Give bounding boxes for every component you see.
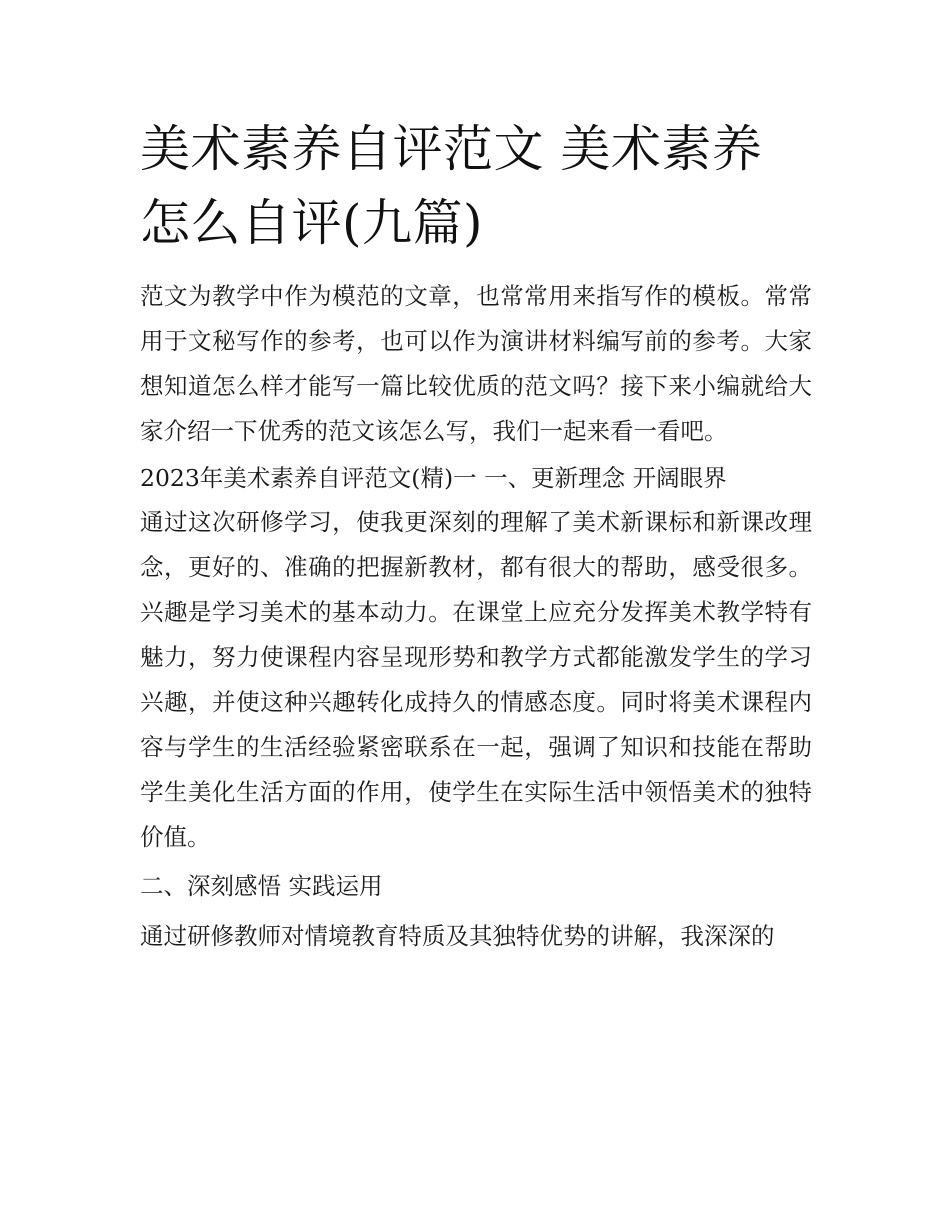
document-title: 美术素养自评范文 美术素养怎么自评(九篇) — [140, 120, 763, 252]
intro-paragraph: 范文为教学中作为模范的文章，也常常用来指写作的模板。常常用于文秘写作的参考，也可以作为演讲材料编写前的参考。大家想知道怎么样才能写一篇比较优质的范文吗？接下来小编就给大家介绍一下优秀的范文该怎么写，我们一起来看一看吧。 — [140, 282, 812, 445]
section-heading-1: 2023年美术素养自评范文(精)一 一、更新理念 开阔眼界 — [140, 464, 727, 492]
section-heading-2: 二、深刻感悟 实践运用 — [140, 872, 383, 900]
section-body-2: 通过研修教师对情境教育特质及其独特优势的讲解，我深深的 — [140, 922, 775, 950]
section-body-1: 通过这次研修学习，使我更深刻的理解了美术新课标和新课改理念，更好的、准确的把握新教材，都有很大的帮助，感受很多。兴趣是学习美术的基本动力。在课堂上应充分发挥美术教学特有魅力，努力使课程内容呈现形势和教学方式都能激发学生的学习兴趣，并使这种兴趣转化成持久的情感态度。同时将美术课程内容与学生的生活经验紧密联系在一起，强调了知识和技能在帮助学生美化生活方面的作用，使学生在实际生活中领悟美术的独特价值。 — [140, 508, 812, 851]
document-content — [140, 112, 812, 959]
